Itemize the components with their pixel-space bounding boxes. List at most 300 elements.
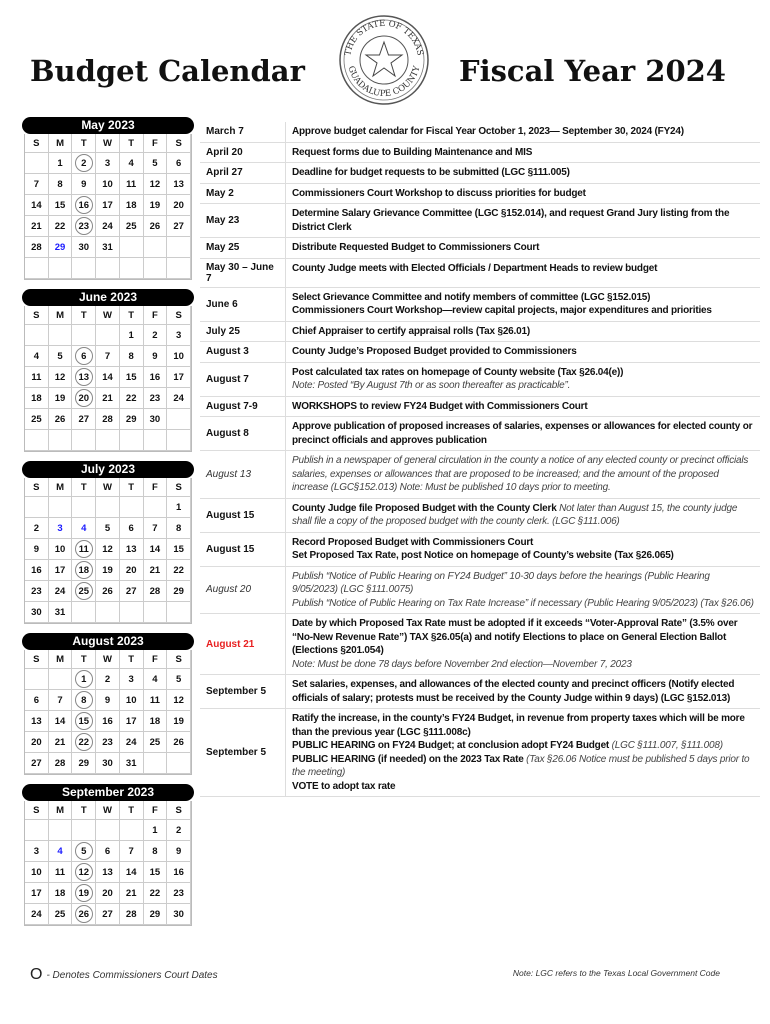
day-cell — [120, 883, 144, 904]
day-cell — [49, 195, 73, 216]
description-line — [292, 125, 754, 139]
description-text: Determine Salary Grievance Committee (LGC §152.014), and request Grand Jury listing from the District Clerk — [292, 208, 730, 233]
day-cell — [72, 518, 96, 539]
description-text: Commissioners Court Workshop to discuss priorities for budget — [292, 187, 586, 199]
weekday-label: S — [25, 801, 49, 820]
day-cell — [72, 539, 96, 560]
day-number: 26 — [75, 905, 93, 923]
day-number: 5 — [57, 350, 63, 362]
day-number: 29 — [54, 241, 66, 253]
day-cell — [49, 841, 73, 862]
day-number: 16 — [75, 196, 93, 214]
day-cell — [49, 711, 73, 732]
day-number: 4 — [57, 845, 63, 857]
weekday-label: M — [49, 306, 73, 325]
schedule-row — [200, 417, 760, 451]
empty-day-cell — [49, 325, 73, 346]
day-number: 18 — [31, 392, 42, 404]
day-number: 22 — [173, 564, 184, 576]
schedule-date: August 21 — [200, 614, 286, 674]
day-cell — [144, 690, 168, 711]
day-number: 14 — [102, 371, 113, 383]
day-cell — [72, 669, 96, 690]
day-cell — [96, 539, 120, 560]
day-cell — [120, 346, 144, 367]
day-cell — [144, 820, 168, 841]
month-calendar — [22, 461, 194, 624]
schedule-row — [200, 238, 760, 259]
day-number: 4 — [128, 157, 134, 169]
description-text: WORKSHOPS to review FY24 Budget with Commissioners Court — [292, 400, 588, 412]
day-number: 16 — [102, 715, 113, 727]
empty-day-cell — [167, 430, 191, 451]
day-number: 21 — [54, 736, 66, 748]
day-cell — [72, 153, 96, 174]
description-line — [292, 291, 754, 305]
day-number: 15 — [54, 199, 66, 211]
month-title: August 2023 — [22, 633, 194, 650]
description-line — [292, 379, 754, 393]
month-title: June 2023 — [22, 289, 194, 306]
day-number: 8 — [57, 178, 63, 190]
day-cell — [120, 325, 144, 346]
day-cell — [144, 539, 168, 560]
day-number: 11 — [149, 694, 160, 706]
schedule-row — [200, 122, 760, 143]
description-text: Approve publication of proposed increases of salaries, expenses or allowances for elected county or precinct officials and approves publication — [292, 421, 753, 446]
day-number: 23 — [31, 585, 42, 597]
day-number: 25 — [125, 220, 137, 232]
schedule-description — [286, 614, 760, 674]
day-number: 6 — [175, 157, 182, 169]
empty-day-cell — [72, 497, 96, 518]
day-number: 28 — [102, 413, 113, 425]
empty-day-cell — [49, 820, 73, 841]
schedule-description — [286, 451, 760, 498]
empty-day-cell — [144, 237, 168, 258]
day-cell — [144, 388, 168, 409]
day-number: 30 — [149, 413, 161, 425]
description-text: Note: Must be done 78 days before November 2nd election—November 7, 2023 — [292, 658, 632, 670]
description-line — [292, 536, 754, 550]
schedule-description — [286, 499, 760, 532]
day-number: 8 — [152, 845, 158, 857]
day-cell — [144, 711, 168, 732]
weekday-label: S — [167, 306, 191, 325]
day-number: 21 — [102, 392, 113, 404]
schedule-description — [286, 397, 760, 417]
day-number: 3 — [57, 522, 63, 534]
day-cell — [144, 862, 168, 883]
day-number: 7 — [57, 694, 63, 706]
day-number: 2 — [104, 673, 111, 685]
day-number: 11 — [75, 540, 93, 558]
description-text: (LGC §111.007, §111.008) — [611, 740, 723, 751]
schedule-date: July 25 — [200, 322, 286, 342]
description-line — [292, 658, 754, 672]
day-cell — [120, 711, 144, 732]
weekday-label: F — [144, 650, 168, 669]
empty-day-cell — [144, 258, 168, 279]
day-cell — [120, 862, 144, 883]
description-text: PUBLIC HEARING on FY24 Budget; at conclusion adopt FY24 Budget — [292, 740, 612, 751]
schedule-date: April 27 — [200, 163, 286, 183]
day-number: 29 — [173, 585, 184, 597]
day-cell — [120, 174, 144, 195]
empty-day-cell — [96, 325, 120, 346]
schedule-date: August 15 — [200, 533, 286, 566]
weekday-label: F — [144, 134, 168, 153]
day-cell — [25, 883, 49, 904]
day-number: 20 — [31, 736, 42, 748]
weekday-label: M — [49, 801, 73, 820]
day-number: 2 — [152, 329, 158, 341]
day-number: 9 — [175, 845, 182, 857]
day-cell — [167, 497, 191, 518]
empty-day-cell — [96, 820, 120, 841]
day-number: 12 — [54, 371, 66, 383]
empty-day-cell — [96, 497, 120, 518]
day-cell — [167, 346, 191, 367]
document-title: Budget Calendar — [30, 54, 305, 88]
empty-day-cell — [144, 430, 168, 451]
calendar-column — [22, 117, 194, 935]
weekday-label: W — [96, 650, 120, 669]
weekday-label: S — [167, 650, 191, 669]
legend-text: - Denotes Commissioners Court Dates — [46, 969, 218, 981]
day-number: 7 — [33, 178, 39, 190]
day-number: 22 — [75, 733, 93, 751]
empty-day-cell — [120, 258, 144, 279]
day-cell — [167, 539, 191, 560]
budget-schedule-table — [200, 122, 760, 797]
schedule-date: August 7 — [200, 363, 286, 396]
description-text: Approve budget calendar for Fiscal Year October 1, 2023— September 30, 2024 (FY24) — [292, 126, 684, 137]
day-cell — [96, 518, 120, 539]
day-number: 19 — [102, 564, 113, 576]
day-number: 27 — [78, 413, 90, 425]
day-number: 1 — [128, 329, 134, 341]
description-line — [292, 502, 754, 529]
description-text: Not later than August 15, the county judge shall file a copy of the proposed budget with the county clerk. (LGC §111.006) — [292, 502, 738, 527]
day-number: 25 — [149, 736, 161, 748]
day-cell — [96, 711, 120, 732]
day-cell — [72, 690, 96, 711]
day-cell — [167, 820, 191, 841]
weekday-label: T — [72, 801, 96, 820]
empty-day-cell — [49, 669, 73, 690]
day-number: 27 — [31, 757, 42, 769]
empty-day-cell — [144, 753, 168, 774]
schedule-description — [286, 567, 760, 614]
empty-day-cell — [144, 497, 168, 518]
weekday-label: T — [72, 306, 96, 325]
day-number: 1 — [75, 670, 93, 688]
schedule-row — [200, 499, 760, 533]
day-number: 31 — [54, 606, 66, 618]
day-cell — [144, 195, 168, 216]
description-text: Request forms due to Building Maintenance and MIS — [292, 146, 533, 158]
day-cell — [120, 732, 144, 753]
empty-day-cell — [25, 325, 49, 346]
day-number: 13 — [102, 866, 113, 878]
day-number: 9 — [152, 350, 158, 362]
day-cell — [96, 841, 120, 862]
seal-text-top: THE STATE OF TEXAS — [343, 18, 425, 57]
day-number: 1 — [57, 157, 63, 169]
fiscal-year-title: Fiscal Year 2024 — [458, 54, 726, 88]
day-cell — [25, 753, 49, 774]
description-text: Distribute Requested Budget to Commissioners Court — [292, 242, 540, 253]
day-cell — [167, 174, 191, 195]
weekday-label: T — [120, 478, 144, 497]
weekday-label: W — [96, 801, 120, 820]
empty-day-cell — [25, 430, 49, 451]
weekday-label: T — [120, 650, 144, 669]
description-text: Deadline for budget requests to be submitted (LGC §111.005) — [292, 167, 570, 178]
day-cell — [72, 195, 96, 216]
day-number: 3 — [175, 329, 182, 341]
schedule-row — [200, 143, 760, 164]
schedule-date: September 5 — [200, 675, 286, 708]
empty-day-cell — [49, 430, 73, 451]
day-cell — [72, 581, 96, 602]
schedule-row — [200, 567, 760, 615]
day-cell — [167, 388, 191, 409]
description-line — [292, 325, 754, 339]
day-cell — [49, 346, 73, 367]
day-cell — [49, 216, 73, 237]
description-text: Commissioners Court Workshop—review capital projects, major expenditures and priorities — [292, 305, 712, 316]
day-number: 3 — [33, 845, 39, 857]
day-number: 20 — [125, 564, 137, 576]
schedule-date: March 7 — [200, 122, 286, 142]
description-text: Ratify the increase, in the county’s FY24 Budget, in revenue from property taxes which will be more than the previous year (LGC §111.008c) — [292, 713, 745, 738]
calendar-grid — [24, 478, 192, 624]
day-cell — [120, 195, 144, 216]
weekday-label: S — [25, 134, 49, 153]
day-cell — [167, 841, 191, 862]
day-cell — [96, 581, 120, 602]
day-cell — [72, 388, 96, 409]
schedule-date: May 23 — [200, 204, 286, 237]
description-text: (Tax §26.06 Notice must be published 5 days prior to the meeting) — [292, 753, 750, 778]
day-number: 16 — [173, 866, 184, 878]
description-line — [292, 597, 754, 611]
empty-day-cell — [25, 669, 49, 690]
description-line — [292, 304, 754, 318]
day-cell — [96, 237, 120, 258]
day-cell — [25, 195, 49, 216]
day-number: 2 — [75, 154, 93, 172]
day-number: 30 — [78, 241, 90, 253]
day-cell — [72, 560, 96, 581]
schedule-description — [286, 533, 760, 566]
schedule-description — [286, 322, 760, 342]
day-cell — [167, 195, 191, 216]
schedule-date: August 20 — [200, 567, 286, 614]
day-number: 23 — [75, 217, 93, 235]
day-cell — [25, 904, 49, 925]
day-number: 31 — [125, 757, 137, 769]
county-seal-icon — [338, 14, 430, 106]
schedule-description — [286, 163, 760, 183]
day-number: 26 — [102, 585, 113, 597]
empty-day-cell — [144, 602, 168, 623]
day-number: 9 — [33, 543, 39, 555]
schedule-description — [286, 204, 760, 237]
day-cell — [96, 560, 120, 581]
day-cell — [49, 602, 73, 623]
schedule-row — [200, 184, 760, 205]
month-calendar — [22, 289, 194, 452]
schedule-description — [286, 709, 760, 796]
day-number: 29 — [149, 908, 161, 920]
description-line — [292, 207, 754, 234]
day-cell — [96, 153, 120, 174]
month-calendar — [22, 784, 194, 926]
day-cell — [49, 409, 73, 430]
day-cell — [72, 883, 96, 904]
weekday-label: F — [144, 801, 168, 820]
day-number: 18 — [149, 715, 161, 727]
weekday-label: M — [49, 134, 73, 153]
day-cell — [72, 346, 96, 367]
day-cell — [72, 237, 96, 258]
day-number: 3 — [104, 157, 111, 169]
calendar-grid — [24, 801, 192, 926]
day-number: 25 — [54, 908, 66, 920]
day-cell — [144, 732, 168, 753]
day-number: 24 — [173, 392, 184, 404]
day-cell — [49, 367, 73, 388]
day-cell — [72, 753, 96, 774]
month-title: September 2023 — [22, 784, 194, 801]
day-number: 17 — [102, 199, 113, 211]
day-cell — [96, 409, 120, 430]
schedule-row — [200, 288, 760, 322]
day-cell — [96, 862, 120, 883]
weekday-label: T — [120, 801, 144, 820]
description-text: Record Proposed Budget with Commissioners Court — [292, 536, 534, 548]
day-number: 10 — [102, 178, 113, 190]
day-number: 27 — [125, 585, 137, 597]
description-text: Set Proposed Tax Rate, post Notice on homepage of County’s website (Tax §26.065) — [292, 550, 674, 561]
day-number: 7 — [152, 522, 158, 534]
schedule-row — [200, 322, 760, 343]
schedule-date: August 3 — [200, 342, 286, 362]
day-cell — [49, 153, 73, 174]
day-cell — [25, 346, 49, 367]
day-cell — [120, 560, 144, 581]
day-cell — [120, 690, 144, 711]
day-cell — [167, 862, 191, 883]
empty-day-cell — [167, 602, 191, 623]
day-cell — [72, 732, 96, 753]
empty-day-cell — [72, 602, 96, 623]
schedule-row — [200, 259, 760, 288]
weekday-label: T — [120, 306, 144, 325]
day-cell — [72, 711, 96, 732]
schedule-row — [200, 533, 760, 567]
day-cell — [72, 216, 96, 237]
description-line — [292, 345, 754, 359]
day-number: 23 — [149, 392, 161, 404]
day-number: 30 — [173, 908, 184, 920]
day-number: 19 — [75, 884, 93, 902]
day-number: 2 — [175, 824, 182, 836]
day-cell — [167, 904, 191, 925]
day-cell — [25, 216, 49, 237]
day-cell — [49, 539, 73, 560]
day-number: 25 — [75, 582, 93, 600]
day-cell — [144, 883, 168, 904]
day-cell — [25, 539, 49, 560]
empty-day-cell — [96, 430, 120, 451]
description-text: VOTE to adopt tax rate — [292, 780, 396, 792]
day-cell — [144, 174, 168, 195]
empty-day-cell — [72, 820, 96, 841]
day-number: 11 — [55, 866, 66, 878]
schedule-row — [200, 363, 760, 397]
day-number: 30 — [102, 757, 113, 769]
day-number: 5 — [104, 522, 111, 534]
day-cell — [25, 711, 49, 732]
empty-day-cell — [25, 497, 49, 518]
day-cell — [49, 753, 73, 774]
weekday-label: W — [96, 134, 120, 153]
day-cell — [25, 409, 49, 430]
day-number: 12 — [102, 543, 113, 555]
description-line — [292, 420, 754, 447]
schedule-date: August 13 — [200, 451, 286, 498]
weekday-label: S — [25, 478, 49, 497]
day-cell — [167, 560, 191, 581]
day-cell — [96, 388, 120, 409]
weekday-label: S — [167, 134, 191, 153]
schedule-description — [286, 675, 760, 708]
day-cell — [167, 325, 191, 346]
weekday-label: T — [72, 650, 96, 669]
description-text: Publish “Notice of Public Hearing on Tax Rate Increase” if necessary (Public Hearing 9/05/2023) (Tax §26.06) — [292, 597, 754, 609]
day-number: 9 — [104, 694, 111, 706]
day-cell — [72, 862, 96, 883]
day-cell — [120, 581, 144, 602]
day-number: 10 — [31, 866, 42, 878]
day-number: 14 — [54, 715, 66, 727]
day-cell — [120, 841, 144, 862]
day-cell — [144, 367, 168, 388]
empty-day-cell — [72, 258, 96, 279]
weekday-label: F — [144, 306, 168, 325]
day-cell — [144, 346, 168, 367]
description-text: Date by which Proposed Tax Rate must be adopted if it exceeds “Voter-Approval Rate” (3.5% over “No-New Revenue Rate”) TAX §26.05(a) and notify Elections to place on General Election Ballot (Elections §201.054) — [292, 618, 738, 656]
day-cell — [167, 732, 191, 753]
day-number: 21 — [149, 564, 161, 576]
day-number: 25 — [31, 413, 42, 425]
day-number: 6 — [128, 522, 134, 534]
day-cell — [144, 560, 168, 581]
weekday-label: T — [120, 134, 144, 153]
day-cell — [49, 732, 73, 753]
day-number: 23 — [102, 736, 113, 748]
month-calendar — [22, 633, 194, 775]
description-line — [292, 454, 754, 495]
day-cell — [96, 690, 120, 711]
empty-day-cell — [167, 753, 191, 774]
schedule-description — [286, 122, 760, 142]
day-number: 8 — [128, 350, 134, 362]
